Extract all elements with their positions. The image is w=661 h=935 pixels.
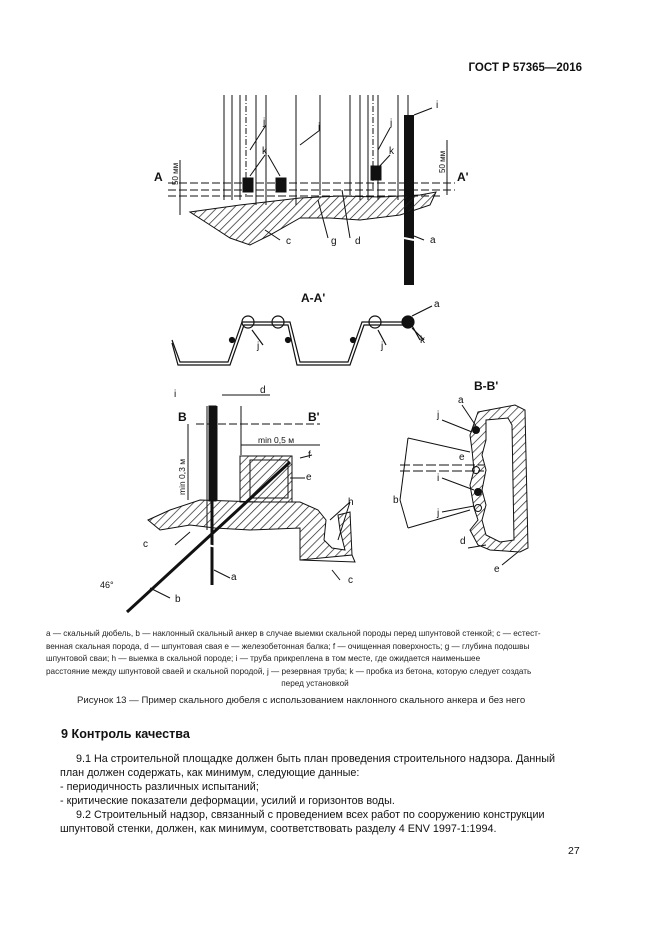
elevation-view (168, 95, 455, 285)
section-title: 9 Контроль качества (61, 727, 190, 741)
legend-line: расстояние между шпунтовой сваей и скальной породой, j — резервная труба; k — пробка из бетона, которую следует создать (46, 666, 532, 676)
svg-text:a: a (458, 395, 464, 406)
paragraph: план должен содержать, как минимум, следующие данные: (60, 767, 360, 779)
svg-text:A: A (154, 170, 163, 184)
svg-text:a: a (231, 572, 237, 583)
svg-text:j: j (263, 117, 266, 128)
svg-text:b: b (175, 594, 181, 605)
paragraph: шпунтовой стенки, должен, как минимум, соответствовать разделу 4 ENV 1997-1:1994. (60, 823, 497, 835)
svg-text:k: k (262, 146, 267, 157)
svg-text:B: B (178, 410, 187, 424)
section-aa (172, 306, 432, 365)
svg-text:i: i (436, 100, 439, 111)
page-number: 27 (568, 845, 580, 857)
legend-line: перед установкой (281, 679, 349, 689)
svg-text:e: e (459, 452, 465, 463)
svg-text:j: j (257, 341, 260, 352)
svg-text:50 мм: 50 мм (438, 150, 447, 173)
svg-text:h: h (348, 497, 354, 508)
svg-text:f: f (308, 450, 311, 461)
svg-text:B-B': B-B' (474, 379, 499, 393)
svg-text:i: i (318, 122, 321, 133)
svg-text:b: b (393, 495, 399, 506)
list-item: - критические показатели деформации, усилий и горизонтов воды. (60, 795, 395, 807)
svg-text:k: k (420, 335, 425, 346)
detail-view (127, 395, 355, 612)
svg-text:d: d (355, 236, 361, 247)
svg-text:min 0,3 м: min 0,3 м (177, 458, 187, 495)
legend-line: шпунтовой сваи; h — выемка в скальной породе; i — труба прикреплена в том месте, где ожидается наименьшее (46, 654, 481, 664)
svg-text:j: j (437, 410, 440, 421)
svg-text:d: d (260, 385, 266, 396)
legend-line: a — скальный дюбель, b — наклонный скальный анкер в случае выемки скальной породы перед шпунтовой стенкой; c — естест- (46, 629, 541, 638)
standard-header: ГОСТ Р 57365—2016 (468, 62, 582, 74)
svg-text:j: j (381, 341, 384, 352)
list-item: - периодичность различных испытаний; (60, 781, 259, 793)
svg-text:46°: 46° (100, 580, 114, 590)
figure-legend (46, 628, 584, 691)
section-body (60, 752, 584, 836)
svg-text:i: i (174, 389, 177, 400)
svg-text:min 0,5 м: min 0,5 м (258, 435, 295, 445)
svg-text:c: c (286, 236, 291, 247)
svg-text:e: e (306, 472, 312, 483)
elevation-labels (154, 100, 469, 247)
svg-text:c: c (348, 575, 353, 586)
svg-text:j: j (390, 118, 393, 129)
svg-text:B': B' (308, 410, 320, 424)
svg-text:i: i (437, 473, 440, 484)
svg-text:50 мм: 50 мм (171, 162, 180, 185)
svg-text:A-A': A-A' (301, 291, 326, 305)
paragraph: 9.2 Строительный надзор, связанный с проведением всех работ по сооружению конструкции (76, 809, 545, 821)
svg-text:A': A' (457, 170, 469, 184)
svg-text:c: c (143, 539, 148, 550)
detail-labels (100, 385, 354, 605)
svg-text:j: j (437, 508, 440, 519)
svg-text:a: a (430, 235, 436, 246)
svg-text:e: e (494, 564, 500, 575)
svg-text:a: a (434, 299, 440, 310)
paragraph: 9.1 На строительной площадке должен быть план проведения строительного надзора. Данный (76, 753, 556, 765)
svg-text:k: k (389, 146, 394, 157)
svg-text:d: d (460, 536, 466, 547)
legend-line: венная скальная порода, d — шпунтовая свая e — железобетонная балка; f — очищенная поверхность; g — глубина подошвы (46, 641, 530, 651)
figure-caption: Рисунок 13 — Пример скального дюбеля с использованием наклонного скального анкера и без него (77, 695, 526, 706)
svg-text:g: g (331, 236, 337, 247)
